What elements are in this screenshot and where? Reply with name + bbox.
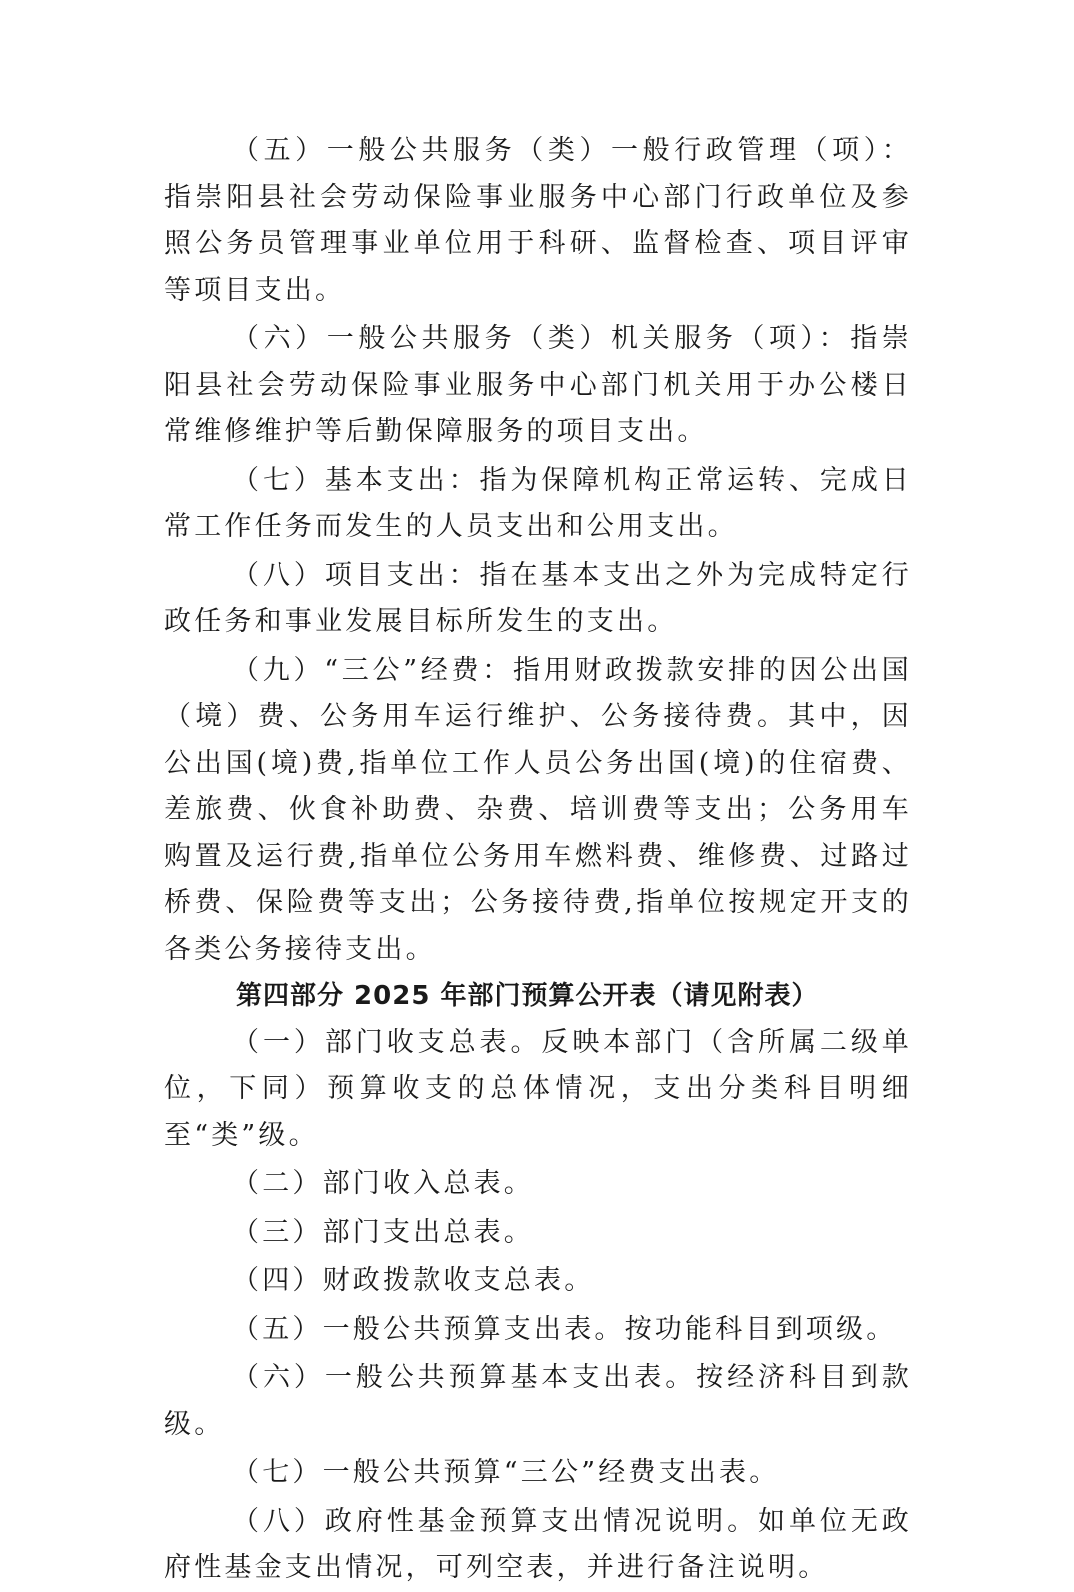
list-item-table-1: （一）部门收支总表。反映本部门（含所属二级单位，下同）预算收支的总体情况，支出分类科目明细至“类”级。: [164, 1026, 912, 1151]
list-item-table-3: （三）部门支出总表。: [232, 1216, 534, 1248]
list-item-table-5: （五）一般公共预算支出表。按功能科目到项级。: [232, 1313, 897, 1345]
list-item-table-7: （七）一般公共预算“三公”经费支出表。: [232, 1457, 780, 1488]
list-item-table-6: （六）一般公共预算基本支出表。按经济科目到款级。: [164, 1362, 912, 1440]
paragraph-basic-expenditure: （七）基本支出：指为保障机构正常运转、完成日常工作任务而发生的人员支出和公用支出。: [164, 464, 912, 542]
document-page: [164, 128, 912, 1592]
list-item-table-4: （四）财政拨款收支总表。: [232, 1265, 595, 1296]
section-four-heading: 第四部分 2025 年部门预算公开表（请见附表）: [236, 981, 819, 1011]
paragraph-three-public-expenses: （九）“三公”经费：指用财政拨款安排的因公出国（境）费、公务用车运行维护、公务接待费。其中，因公出国(境)费,指单位工作人员公务出国(境)的住宿费、差旅费、伙食补助费、杂费、培训费等支出；公务用车购置及运行费,指单位公务用车燃料费、维修费、过路过桥费、保险费等支出；公务接待费,指单位按规定开支的各类公务接待支出。: [164, 654, 912, 965]
list-item-table-8: （八）政府性基金预算支出情况说明。如单位无政府性基金支出情况，可列空表，并进行备注说明。: [164, 1505, 912, 1583]
paragraph-general-admin: （五）一般公共服务（类）一般行政管理（项）：指崇阳县社会劳动保险事业服务中心部门行政单位及参照公务员管理事业单位用于科研、监督检查、项目评审等项目支出。: [164, 135, 912, 306]
paragraph-organ-services: （六）一般公共服务（类）机关服务（项）：指崇阳县社会劳动保险事业服务中心部门机关用于办公楼日常维修维护等后勤保障服务的项目支出。: [164, 323, 912, 447]
paragraph-project-expenditure: （八）项目支出：指在基本支出之外为完成特定行政任务和事业发展目标所发生的支出。: [164, 559, 912, 637]
list-item-table-2: （二）部门收入总表。: [232, 1168, 534, 1199]
